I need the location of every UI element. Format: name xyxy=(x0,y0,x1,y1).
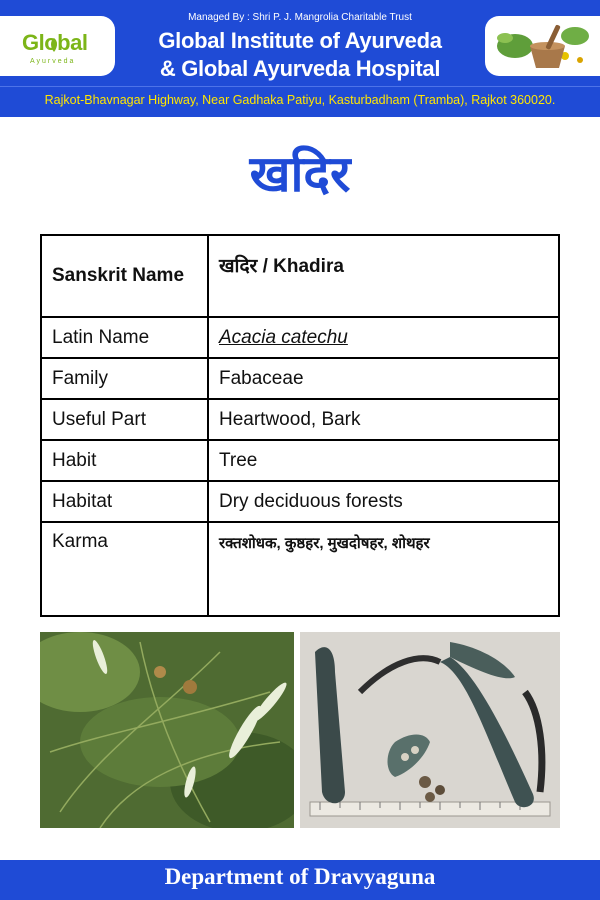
department-name: Department of Dravyaguna xyxy=(164,864,436,889)
page-title: खदिर xyxy=(249,145,351,203)
sanskrit-name-value: खदिर / Khadira xyxy=(208,235,559,317)
table-row xyxy=(41,522,559,616)
useful-part-label: Useful Part xyxy=(41,399,208,440)
latin-name-label: Latin Name xyxy=(41,317,208,358)
table-row xyxy=(41,481,559,522)
sanskrit-name-label: Sanskrit Name xyxy=(41,235,208,317)
institute-name-line1: Global Institute of Ayurveda xyxy=(158,28,442,53)
table-row xyxy=(41,317,559,358)
table-row xyxy=(41,440,559,481)
plant-flowers-photo xyxy=(40,632,294,828)
institute-name-line2: & Global Ayurveda Hospital xyxy=(159,56,441,81)
useful-part-value: Heartwood, Bark xyxy=(208,399,559,440)
habitat-value: Dry deciduous forests xyxy=(208,481,559,522)
karma-value: रक्तशोधक, कुष्ठहर, मुखदोषहर, शोथहर xyxy=(208,522,559,616)
managed-by-text: Managed By : Shri P. J. Mangrolia Charitable Trust xyxy=(188,12,412,23)
habitat-label: Habitat xyxy=(41,481,208,522)
table-row xyxy=(41,358,559,399)
herbs-mortar-image xyxy=(485,16,600,76)
plant-info-table xyxy=(40,234,560,617)
family-label: Family xyxy=(41,358,208,399)
address-text: Rajkot-Bhavnagar Highway, Near Gadhaka Patiyu, Kasturbadham (Tramba), Rajkot 360020. xyxy=(44,93,556,107)
habit-label: Habit xyxy=(41,440,208,481)
karma-label: Karma xyxy=(41,522,208,616)
habit-value: Tree xyxy=(208,440,559,481)
plant-pods-photo xyxy=(300,632,560,828)
latin-name-value: Acacia catechu xyxy=(219,326,348,348)
table-row xyxy=(41,399,559,440)
family-value: Fabaceae xyxy=(208,358,559,399)
logo-subtext: Ayurveda xyxy=(30,58,76,65)
table-row xyxy=(41,235,559,317)
logo-text: Global xyxy=(22,30,88,55)
